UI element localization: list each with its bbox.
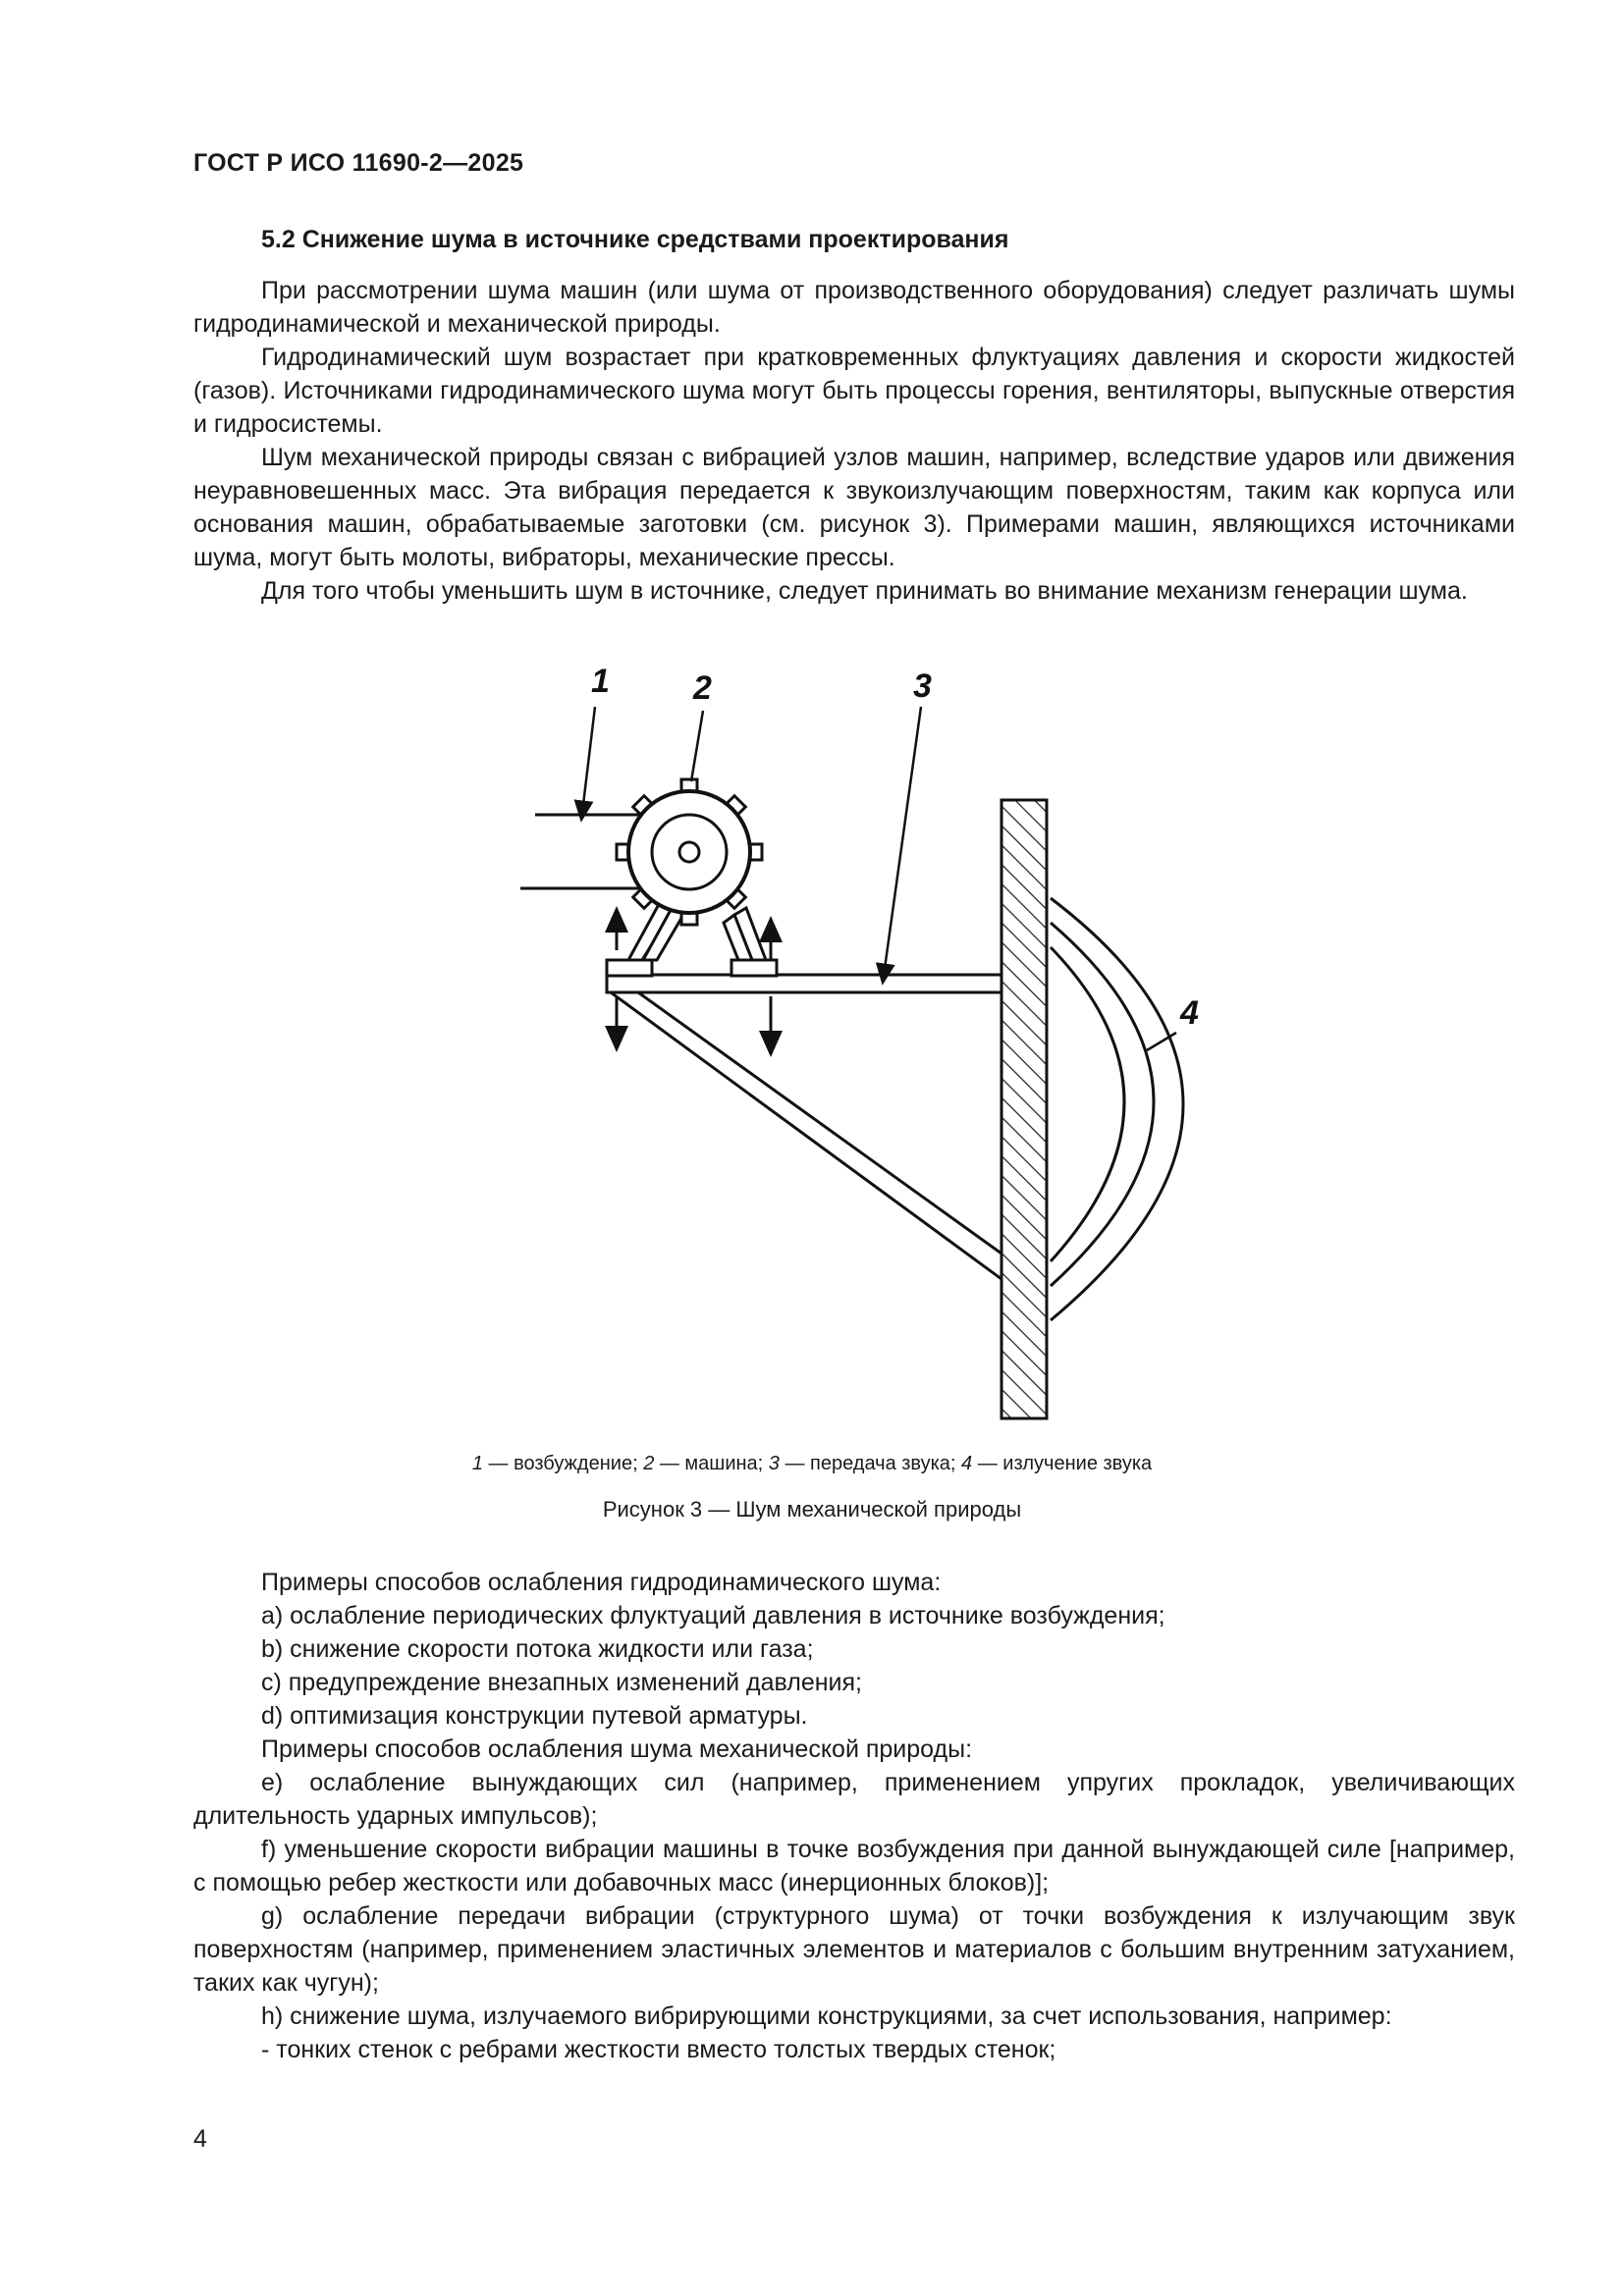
callout-label-3: 3 — [913, 667, 932, 705]
legend-num: 1 — [471, 1453, 483, 1474]
legend-text: — машина; — [654, 1453, 769, 1474]
paragraph: Шум механической природы связан с вибрацией узлов машин, например, вследствие ударов или движения неуравновешенных масс. Эта вибрация передается к звукоизлучающим поверхностям, таким как корпуса или основания машин, обрабатываемые заготовки (см. рисунок 3). Примерами машин, являющихся источниками шума, могут быть молоты, вибраторы, механические прессы. — [193, 444, 1515, 571]
list-item: - тонких стенок с ребрами жесткости вместо толстых твердых стенок; — [261, 2036, 1056, 2063]
wall — [1001, 800, 1047, 1418]
callout-label-2: 2 — [693, 669, 712, 707]
paragraph: При рассмотрении шума машин (или шума от производственного оборудования) следует различать шумы гидродинамической и механической природы. — [193, 277, 1515, 338]
list-item: h) снижение шума, излучаемого вибрирующими конструкциями, за счет использования, например: — [261, 2002, 1392, 2030]
list-item: Примеры способов ослабления гидродинамического шума: — [261, 1569, 942, 1596]
list-item: f) уменьшение скорости вибрации машины в точке возбуждения при данной вынуждающей силе [например, с помощью ребер жесткости или добавочных масс (инерционных блоков)]; — [193, 1836, 1515, 1896]
list-item: b) снижение скорости потока жидкости или газа; — [261, 1635, 814, 1663]
figure-legend — [0, 1453, 1624, 1475]
legend-text: — возбуждение; — [482, 1453, 644, 1474]
document-header: ГОСТ Р ИСО 11690-2—2025 — [193, 149, 524, 177]
list-item: Примеры способов ослабления шума механической природы: — [261, 1735, 973, 1763]
legend-num: 4 — [961, 1453, 973, 1474]
paragraph: Гидродинамический шум возрастает при кратковременных флуктуациях давления и скорости жидкостей (газов). Источниками гидродинамического шума могут быть процессы горения, вентиляторы, выпускные отверстия и гидросистемы. — [193, 344, 1515, 438]
section-title: 5.2 Снижение шума в источнике средствами проектирования — [261, 226, 1009, 253]
sound-radiation-arcs — [1051, 898, 1183, 1320]
legend-text: — передача звука; — [779, 1453, 962, 1474]
callout-label-4: 4 — [1180, 994, 1199, 1032]
machine — [617, 779, 762, 925]
paragraph: Для того чтобы уменьшить шум в источнике, следует принимать во внимание механизм генерации шума. — [261, 577, 1468, 605]
legend-num: 3 — [768, 1453, 780, 1474]
callout-label-1: 1 — [591, 663, 610, 700]
list-item: a) ослабление периодических флуктуаций давления в источнике возбуждения; — [261, 1602, 1165, 1629]
legend-text: — излучение звука — [972, 1453, 1153, 1474]
list-item: e) ослабление вынуждающих сил (например, применением упругих прокладок, увеличивающих длительность ударных импульсов); — [193, 1769, 1515, 1830]
figure-caption: Рисунок 3 — Шум механической природы — [602, 1497, 1022, 1522]
bracket-beam — [607, 975, 1001, 992]
list-item: g) ослабление передачи вибрации (структурного шума) от точки возбуждения к излучающим звук поверхностям (например, применением эластичных элементов и материалов с большим внутренним затуханием, таких как чугун); — [193, 1902, 1515, 1997]
bracket-strut — [611, 992, 1001, 1279]
legend-num: 2 — [643, 1453, 655, 1474]
list-item: c) предупреждение внезапных изменений давления; — [261, 1669, 862, 1696]
list-item: d) оптимизация конструкции путевой арматуры. — [261, 1702, 808, 1730]
page-number: 4 — [193, 2125, 207, 2153]
